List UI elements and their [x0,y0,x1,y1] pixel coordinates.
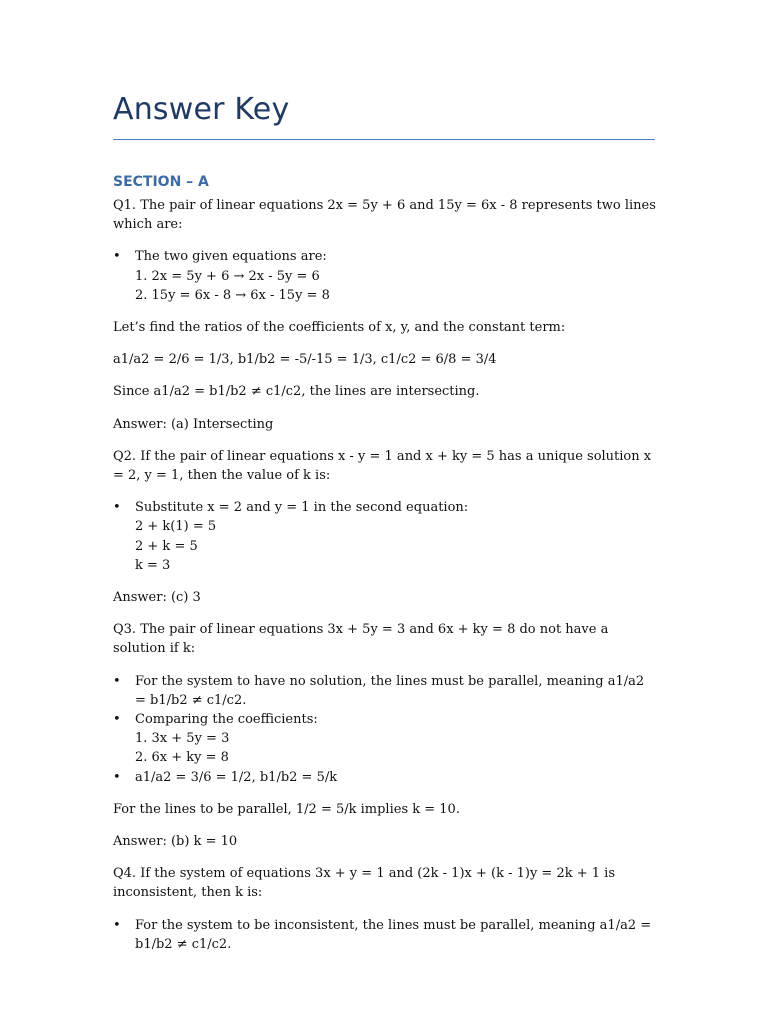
q1-equation-1: 1. 2x = 5y + 6 → 2x - 5y = 6 [135,268,320,284]
bullet-icon: • [113,249,121,265]
bullet-icon: • [113,917,121,933]
q3-bullet-3-text: a1/a2 = 3/6 = 1/2, b1/b2 = 5/k [135,769,338,785]
q4-bullet-1 [113,916,659,954]
q1-paragraph-3: Since a1/a2 = b1/b2 ≠ c1/c2, the lines are intersecting. [113,384,480,400]
title-divider [113,139,655,140]
q1-answer: Answer: (a) Intersecting [113,416,274,432]
q1-bullet-text: The two given equations are: [135,249,327,265]
q3-equation-2: 2. 6x + ky = 8 [135,750,229,766]
q2-step-1: 2 + k(1) = 5 [135,519,217,535]
q3-question: Q3. The pair of linear equations 3x + 5y = 3 and 6x + ky = 8 do not have a solution if k: [113,622,609,657]
q1-bullets [113,247,659,305]
q4-bullets [113,916,659,954]
document-body [113,196,659,967]
q4-question: Q4. If the system of equations 3x + y = 1 and (2k - 1)x + (k - 1)y = 2k + 1 is inconsistent, then k is: [113,866,615,901]
bullet-icon: • [113,712,121,728]
q3-bullet-1-text: For the system to have no solution, the lines must be parallel, meaning a1/a2 = b1/b2 ≠ c1/c2. [135,673,645,708]
q2-step-2: 2 + k = 5 [135,538,198,554]
q1-question: Q1. The pair of linear equations 2x = 5y + 6 and 15y = 6x - 8 represents two lines which are: [113,198,656,233]
page-title: Answer Key [113,92,290,127]
bullet-icon: • [113,500,121,516]
q2-answer: Answer: (c) 3 [113,590,201,606]
q2-bullet-1 [113,498,659,575]
q1-paragraph-1: Let’s find the ratios of the coefficients of x, y, and the constant term: [113,320,566,336]
bullet-icon: • [113,673,121,689]
q3-bullet-2 [113,710,659,768]
section-heading: SECTION – A [113,174,209,190]
bullet-icon: • [113,769,121,785]
q2-step-3: k = 3 [135,557,171,573]
q1-paragraph-2: a1/a2 = 2/6 = 1/3, b1/b2 = -5/-15 = 1/3, c1/c2 = 6/8 = 3/4 [113,352,497,368]
q2-bullets [113,498,659,575]
q3-equation-1: 1. 3x + 5y = 3 [135,731,230,747]
q2-bullet-text: Substitute x = 2 and y = 1 in the second equation: [135,500,469,516]
q4-bullet-1-text: For the system to be inconsistent, the lines must be parallel, meaning a1/a2 = b1/b2 ≠ c1/c2. [135,917,652,952]
q3-answer: Answer: (b) k = 10 [113,834,238,850]
q3-bullet-3 [113,768,659,787]
q2-question: Q2. If the pair of linear equations x - y = 1 and x + ky = 5 has a unique solution x = 2, y = 1, then the value of k is: [113,448,652,484]
q3-paragraph-1: For the lines to be parallel, 1/2 = 5/k implies k = 10. [113,801,460,817]
q1-bullet-1 [113,247,659,305]
q3-bullet-1 [113,672,659,710]
q1-equation-2: 2. 15y = 6x - 8 → 6x - 15y = 8 [135,287,330,303]
q3-bullets [113,672,659,787]
q3-bullet-2-text: Comparing the coefficients: [135,712,318,728]
